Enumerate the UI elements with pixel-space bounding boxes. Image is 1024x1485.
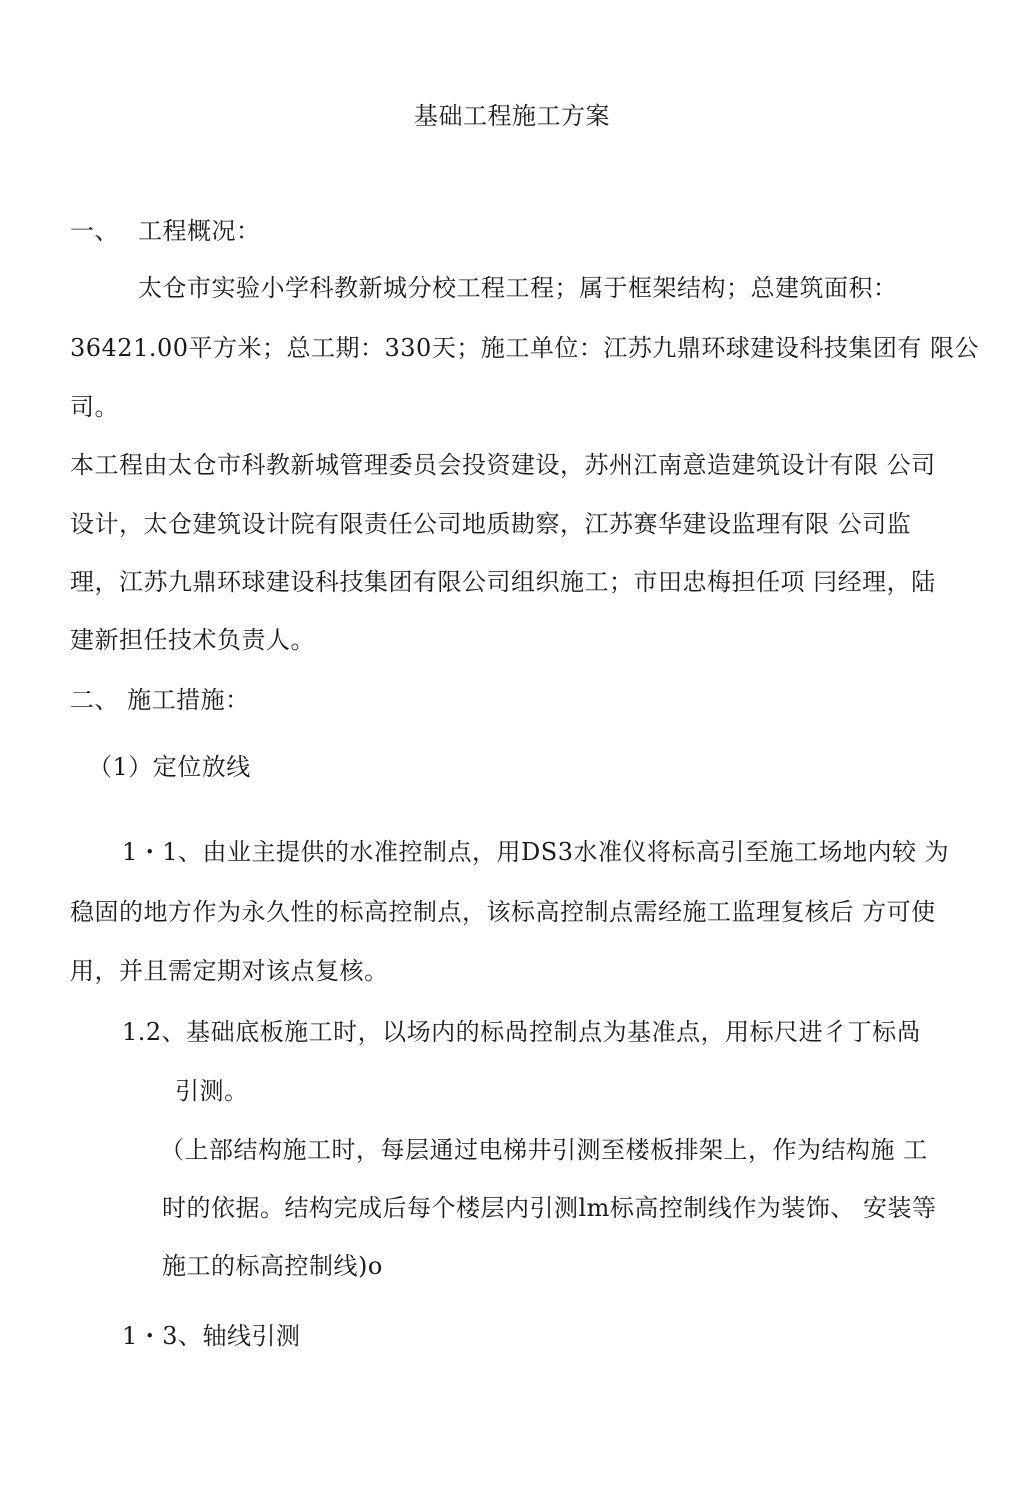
paragraph-line: 理，江苏九鼎环球建设科技集团有限公司组织施工；市田忠梅担任项 冃经理，陆 [70, 568, 936, 596]
paragraph-line: （上部结构施工时，每层通过电梯井引测至楼板排架上，作为结构施 工 [160, 1136, 928, 1164]
paragraph-line: 建新担任技术负责人。 [70, 626, 315, 654]
subsection-heading: （1）定位放线 [88, 753, 251, 781]
paragraph-line: 1.2、基础底板施工时，以场内的标咼控制点为基准点，用标尺进彳丁标咼 [122, 1018, 922, 1046]
paragraph-line: 本工程由太仓市科教新城管理委员会投资建设，苏州江南意造建筑设计有限 公司 [70, 451, 936, 479]
paragraph-line: 36421.00平方米；总工期：330天；施工单位：江苏九鼎环球建设科技集团有 限公 [70, 334, 979, 362]
section-1-heading: 工程概况： [138, 217, 261, 245]
paragraph-line: 施工的标高控制线)o [162, 1252, 383, 1280]
paragraph-line: 稳固的地方作为永久性的标高控制点，该标高控制点需经施工监理复核后 方可使 [70, 898, 936, 926]
section-1-number: 一、 [70, 217, 119, 245]
paragraph-line: 引测。 [175, 1077, 249, 1105]
section-2-heading: 二、 施工措施： [70, 686, 250, 714]
paragraph-line: 1・1、由业主提供的水准控制点，用DS3水准仪将标高引至施工场地内较 为 [122, 838, 950, 866]
paragraph-line: 太仓市实验小学科教新城分校工程工程；属于框架结构；总建筑面积： [138, 274, 898, 302]
paragraph-line: 设计，太仓建筑设计院有限责任公司地质勘察，江苏赛华建设监理有限 公司监 [70, 510, 912, 538]
paragraph-line: 时的依据。结构完成后每个楼层内引测lm标高控制线作为装饰、 安装等 [162, 1194, 937, 1222]
paragraph-line: 用，并且需定期对该点复核。 [70, 957, 389, 985]
subsection-heading: 1・3、轴线引测 [122, 1322, 301, 1350]
document-title: 基础工程施工方案 [414, 102, 610, 130]
paragraph-line: 司。 [70, 393, 119, 421]
